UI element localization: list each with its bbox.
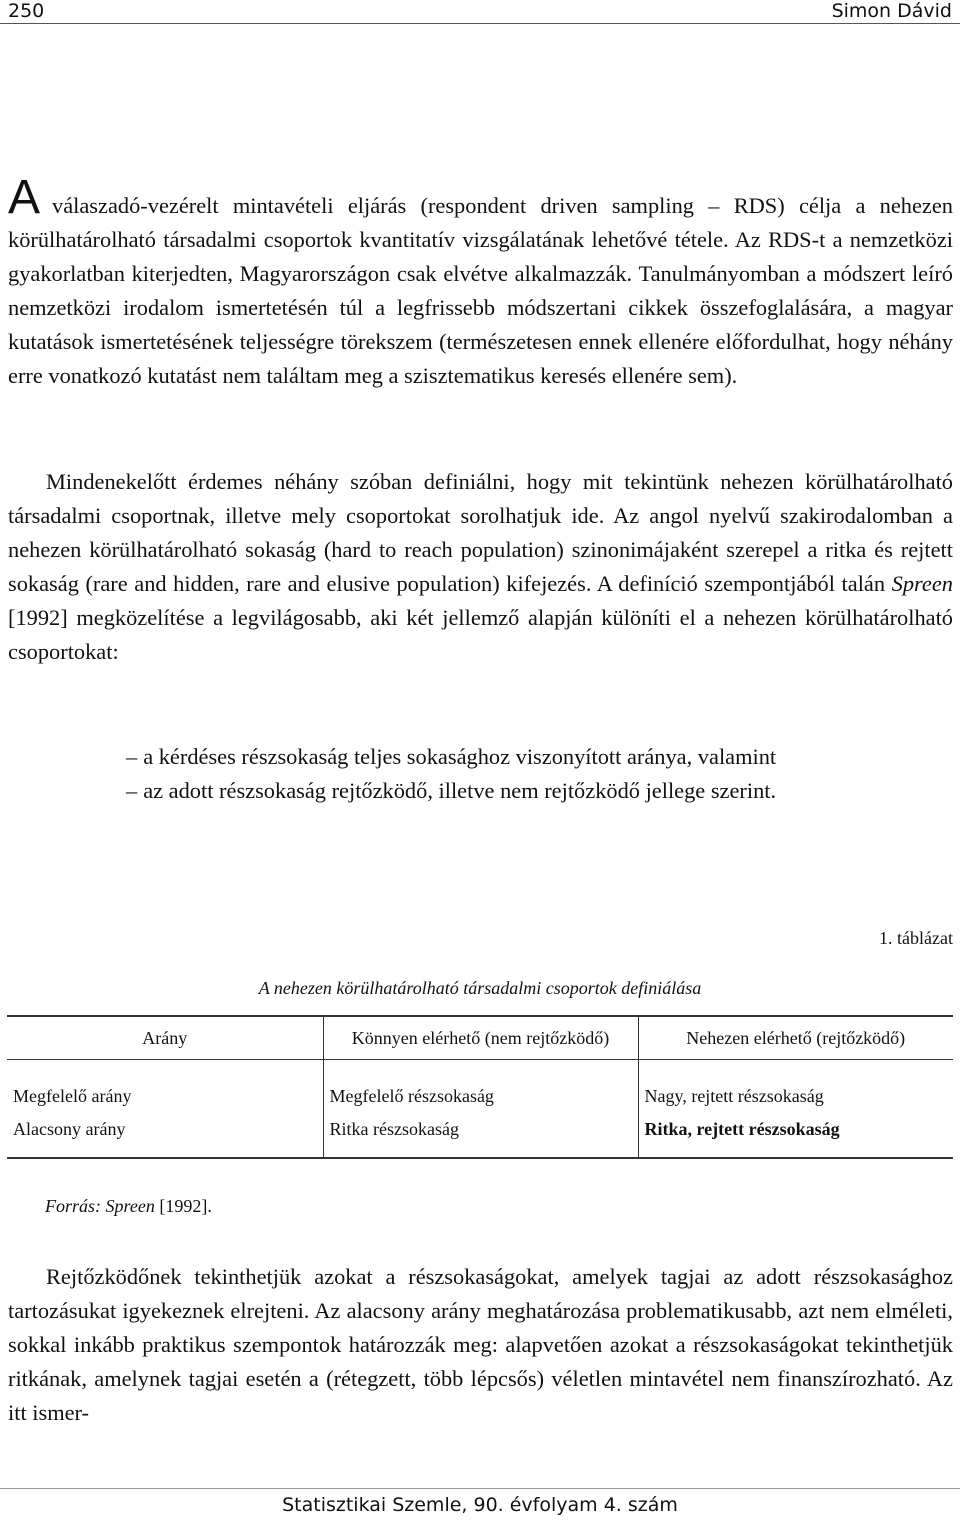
hidden-population-text: Rejtőzködőnek tekinthetjük azokat a részsokaságokat, amelyek tagjai az adott részsokasághoz tartozásukat igyekeznek elrejteni. Az alacsony arány meghatározása problematikusabb, azt nem elméleti, sokkal inkább praktikus szempontok határozzák meg: alapvetően azokat a részsokaságokat tekinthetjük ritkának, amelynek tagjai esetén a (rétegzett, több lépcsős) véletlen mintavétel nem finanszírozható. Az itt ismer- xyxy=(8,1264,953,1426)
table-row xyxy=(7,1113,953,1158)
source-label: Forrás xyxy=(45,1196,96,1216)
table-source: Forrás: Spreen [1992]. xyxy=(45,1196,212,1216)
criteria-list xyxy=(86,740,876,808)
column-header-accessible: Könnyen elérhető (nem rejtőzködő) xyxy=(323,1016,638,1060)
page-number: 250 xyxy=(8,0,45,22)
header-divider xyxy=(0,23,960,24)
table-cell: Nagy, rejtett részsokaság xyxy=(644,1086,824,1106)
table-cell-emphasized: Ritka, rejtett részsokaság xyxy=(638,1113,953,1158)
criteria-item xyxy=(86,740,876,774)
criteria-item xyxy=(86,774,876,808)
drop-cap: A xyxy=(8,171,41,224)
definition-paragraph xyxy=(8,465,953,670)
hidden-population-paragraph xyxy=(8,1260,953,1430)
criteria-item-text: a kérdéses részsokaság teljes sokasághoz viszonyított aránya, valamint xyxy=(143,744,777,769)
table-cell: Megfelelő részsokaság xyxy=(323,1060,638,1114)
criteria-item-text: az adott részsokaság rejtőzködő, illetve nem rejtőzködő jellege szerint. xyxy=(143,778,777,804)
definition-table xyxy=(7,1015,953,1159)
running-author: Simon Dávid xyxy=(831,0,952,22)
table-row xyxy=(7,1060,953,1114)
cited-author: Spreen xyxy=(891,571,953,597)
table-title: A nehezen körülhatárolható társadalmi csoportok definiálása xyxy=(258,978,702,998)
table-cell: Megfelelő arány xyxy=(7,1060,323,1114)
footer-divider xyxy=(0,1488,960,1489)
table-cell: Ritka részsokaság xyxy=(323,1113,638,1158)
table-cell: Alacsony arány xyxy=(7,1113,323,1158)
table-number: 1. táblázat xyxy=(879,928,953,948)
table-header-row xyxy=(7,1016,953,1060)
intro-paragraph-text: válaszadó-vezérelt mintavételi eljárás (respondent driven sampling – RDS) célja a nehezen körülhatárolható társadalmi csoportok kvantitatív vizsgálatának lehetővé tétele. Az RDS-t a nemzetközi gyakorlatban kiterjedten, Magyarországon csak elvétve alkalmazzák. Tanulmányomban a módszert leíró nemzetközi irodalom ismertetésén túl a legfrissebb módszertani cikkek összefoglalására, a magyar kutatások ismertetésének teljességre törekszem (természetesen ennek ellenére előfordulhat, hogy néhány erre vonatkozó kutatást nem találtam meg a szisztematikus keresés ellenére sem). xyxy=(8,193,953,389)
intro-paragraph xyxy=(8,171,953,394)
running-header xyxy=(8,0,952,22)
journal-footer: Statisztikai Szemle, 90. évfolyam 4. szám xyxy=(282,1494,678,1516)
dash-marker: – xyxy=(126,744,138,769)
column-header-ratio: Arány xyxy=(7,1016,323,1060)
column-header-hidden: Nehezen elérhető (rejtőzködő) xyxy=(638,1016,953,1060)
dash-marker: – xyxy=(126,778,138,804)
definition-text-before: Mindenekelőtt érdemes néhány szóban definiálni, hogy mit tekintünk nehezen körülhatárolható társadalmi csoportnak, illetve mely csoportokat sorolhatjuk ide. Az angol nyelvű szakirodalomban a nehezen körülhatárolható sokaság (hard to reach population) szinonimájaként szerepel a ritka és rejtett sokaság (rare and hidden, rare and elusive population) kifejezés. A definíció szempontjából talán xyxy=(8,469,953,597)
source-author: Spreen xyxy=(105,1196,155,1216)
definition-text-after: [1992] megközelítése a legvilágosabb, aki két jellemző alapján különíti el a nehezen körülhatárolható csoportokat: xyxy=(8,605,953,665)
source-year: [1992]. xyxy=(159,1196,212,1216)
